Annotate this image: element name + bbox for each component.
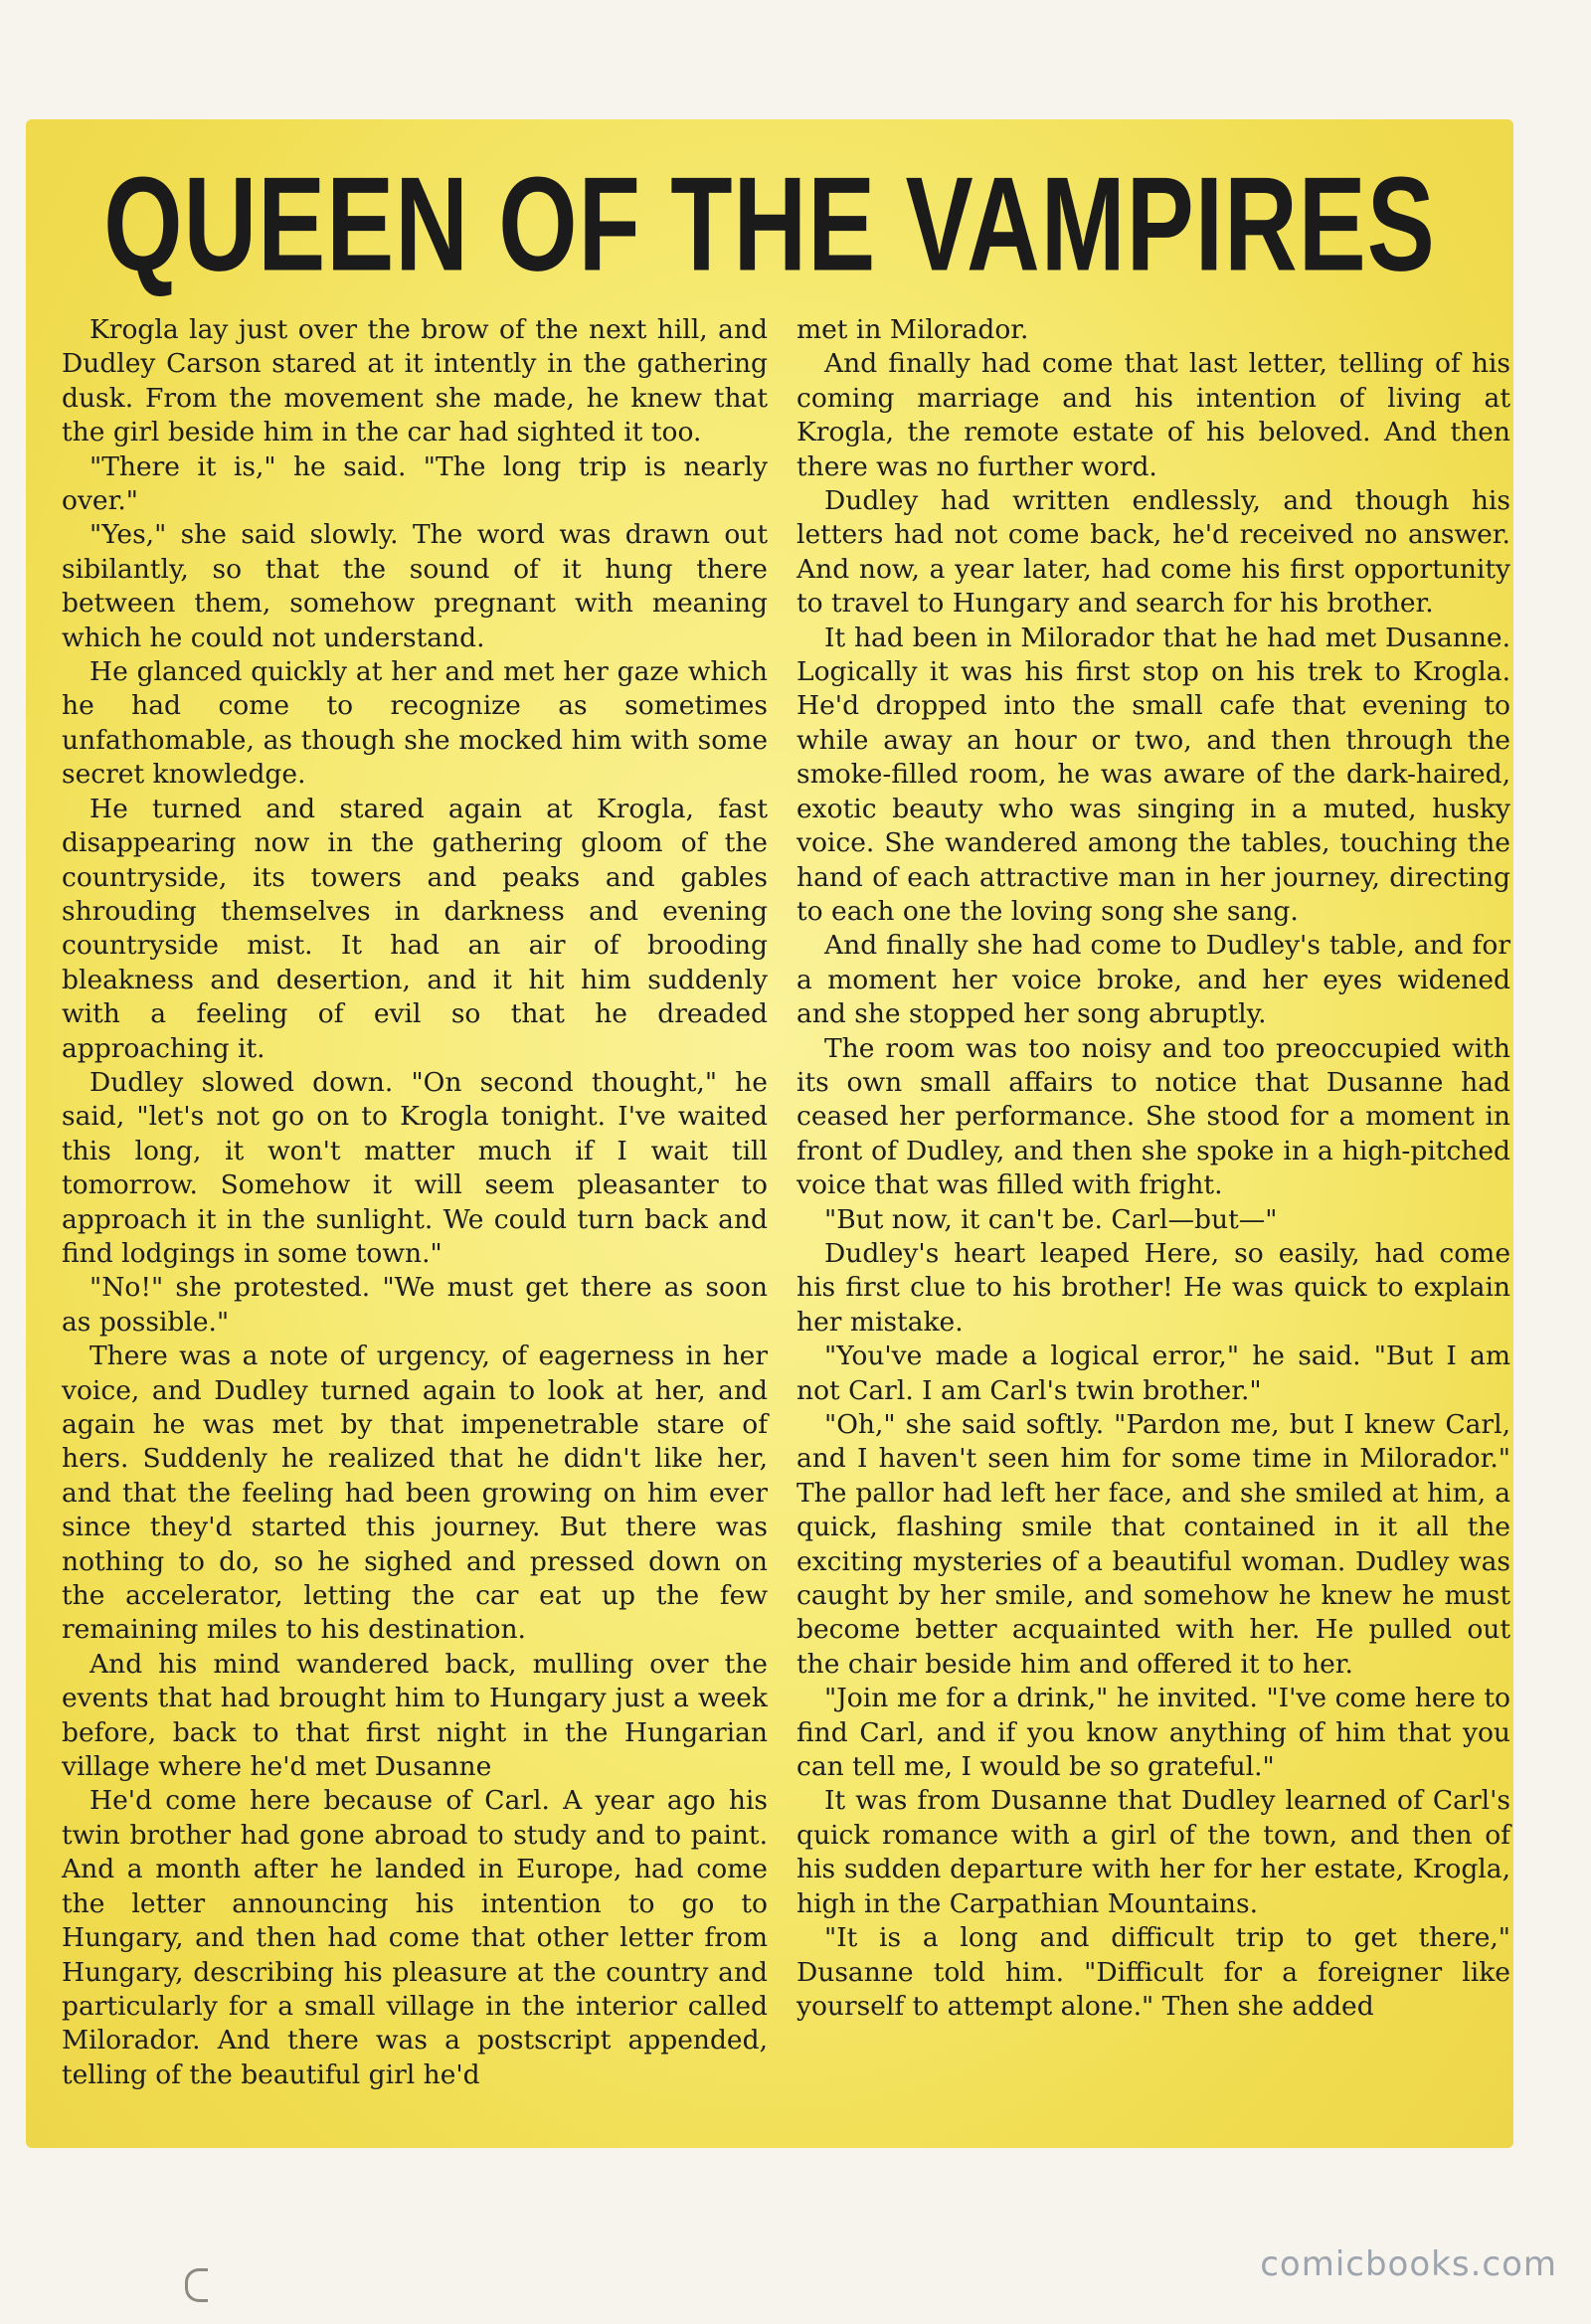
paragraph: And finally she had come to Dudley's table, and for a moment her voice broke, and her eyes widened and she stopped her song abruptly. bbox=[796, 930, 1510, 1030]
paragraph: It had been in Milorador that he had met Dusanne. Logically it was his first stop on his trek to Krogla. He'd dropped into the small cafe that evening to while away an hour or two, and then through the smoke-filled room, he was aware of the dark-haired, exotic beauty who was singing in a muted, husky voice. She wandered among the tables, touching the hand of each attractive man in her journey, directing to each one the loving song she sang. bbox=[796, 622, 1510, 927]
paragraph: "It is a long and difficult trip to get there," Dusanne told him. "Difficult for a foreigner like yourself to attempt alone." Then she added bbox=[796, 1922, 1510, 2022]
paragraph: Dudley had written endlessly, and though his letters had not come back, he'd received no answer. And now, a year later, had come his first opportunity to travel to Hungary and search for his brother. bbox=[796, 485, 1510, 620]
paragraph: He'd come here because of Carl. A year ago his twin brother had gone abroad to study and to paint. And a month after he landed in Europe, had come the letter announcing his intention to go to Hungary, and then had come that other letter from Hungary, describing his pleasure at the country and particularly for a small village in the interior called Milorador. And there was a postscript appended, telling of the beautiful girl he'd bbox=[62, 1785, 768, 2090]
paragraph: "But now, it can't be. Carl—but—" bbox=[824, 1203, 1278, 1235]
right-column bbox=[796, 313, 1510, 2024]
paragraph: And finally had come that last letter, telling of his coming marriage and his intention of living at Krogla, the remote estate of his beloved. And then there was no further word. bbox=[796, 348, 1510, 482]
story-panel bbox=[26, 119, 1513, 2148]
paragraph: "Join me for a drink," he invited. "I've come here to find Carl, and if you know anything of him that you can tell me, I would be so grateful." bbox=[796, 1683, 1510, 1783]
paragraph: It was from Dusanne that Dudley learned of Carl's quick romance with a girl of the town, and then of his sudden departure with her for her estate, Krogla, high in the Carpathian Mountains. bbox=[796, 1785, 1510, 1919]
paragraph: "Yes," she said slowly. The word was drawn out sibilantly, so that the sound of it hung there between them, somehow pregnant with meaning which he could not understand. bbox=[62, 519, 768, 653]
paragraph: "There it is," he said. "The long trip is nearly over." bbox=[62, 450, 768, 517]
paragraph: He glanced quickly at her and met her gaze which he had come to recognize as sometimes unfathomable, as though she mocked him with some secret knowledge. bbox=[62, 656, 768, 791]
paragraph: "Oh," she said softly. "Pardon me, but I knew Carl, and I haven't seen him for some time in Milorador." The pallor had left her face, and she smiled at him, a quick, flashing smile that contained in it all the exciting mysteries of a beautiful woman. Dudley was caught by her smile, and somehow he knew he must become better acquainted with her. He pulled out the chair beside him and offered it to her. bbox=[796, 1409, 1510, 1680]
paragraph: Krogla lay just over the brow of the next hill, and Dudley Carson stared at it intently in the gathering dusk. From the movement she made, he knew that the girl beside him in the car had sighted it too. bbox=[62, 314, 768, 448]
paragraph: "You've made a logical error," he said. "But I am not Carl. I am Carl's twin brother." bbox=[796, 1341, 1510, 1406]
left-column bbox=[62, 313, 768, 2092]
paragraph: "No!" she protested. "We must get there as soon as possible." bbox=[62, 1272, 768, 1338]
paragraph: And his mind wandered back, mulling over the events that had brought him to Hungary just a week before, back to that first night in the Hungarian village where he'd met Dusanne bbox=[62, 1648, 768, 1783]
page-corner-mark bbox=[185, 2268, 208, 2302]
paragraph: Dudley's heart leaped Here, so easily, had come his first clue to his brother! He was quick to explain her mistake. bbox=[796, 1237, 1510, 1338]
paragraph: Dudley slowed down. "On second thought," he said, "let's not go on to Krogla tonight. I've waited this long, it won't matter much if I wait till tomorrow. Somehow it will seem pleasanter to approach it in the sunlight. We could turn back and find lodgings in some town." bbox=[62, 1066, 768, 1269]
paragraph: He turned and stared again at Krogla, fast disappearing now in the gathering gloom of the countryside, its towers and peaks and gables shrouding themselves in darkness and evening countryside mist. It had an air of brooding bleakness and desertion, and it hit him suddenly with a feeling of evil so that he dreaded approaching it. bbox=[62, 793, 768, 1064]
watermark-text: comicbooks.com bbox=[1260, 2244, 1557, 2284]
paragraph: The room was too noisy and too preoccupied with its own small affairs to notice that Dusanne had ceased her performance. She stood for a moment in front of Dudley, and then she spoke in a high-pitched voice that was filled with fright. bbox=[796, 1032, 1510, 1201]
paragraph: There was a note of urgency, of eagerness in her voice, and Dudley turned again to look at her, and again he was met by that impenetrable stare of hers. Suddenly he realized that he didn't like her, and that the feeling had been growing on him ever since they'd started this journey. But there was nothing to do, so he sighed and pressed down on the accelerator, letting the car eat up the few remaining miles to his destination. bbox=[62, 1341, 768, 1646]
story-title: QUEEN OF THE VAMPIRES bbox=[103, 149, 1436, 299]
paragraph-continued: met in Milorador. bbox=[796, 314, 1029, 345]
